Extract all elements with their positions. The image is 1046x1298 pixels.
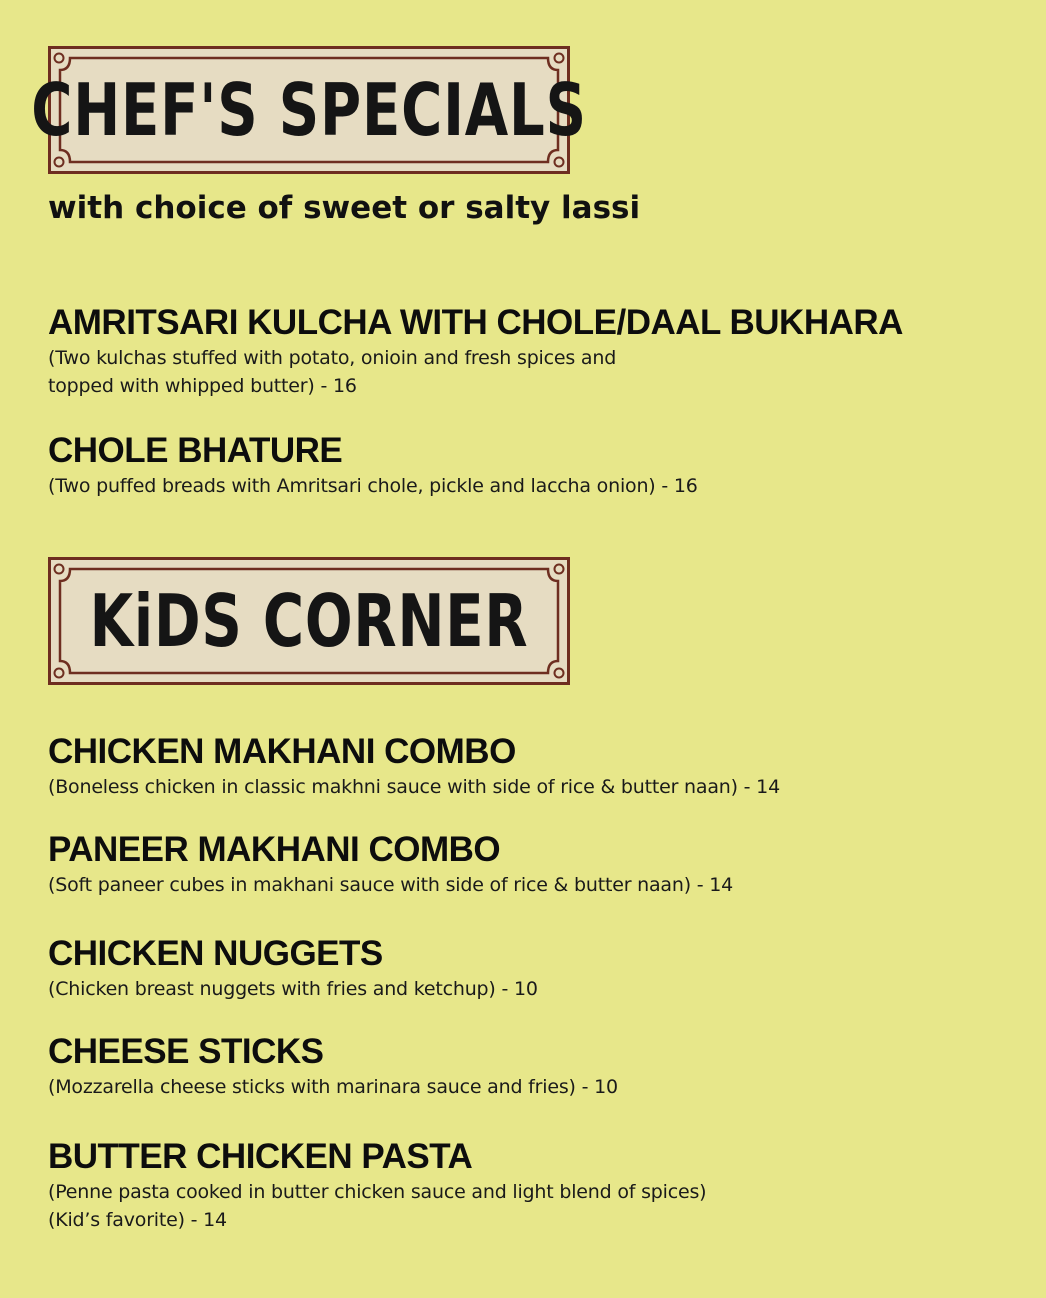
item-name: PANEER MAKHANI COMBO [48,830,501,869]
item-name: CHICKEN NUGGETS [48,934,383,973]
item-name: CHOLE BHATURE [48,431,343,470]
menu-item [48,831,733,899]
item-description-line: (Soft paneer cubes in makhani sauce with side of rice & butter naan) - 14 [48,874,734,896]
item-name: CHICKEN MAKHANI COMBO [48,732,516,771]
item-description-line: (Two puffed breads with Amritsari chole, pickle and laccha onion) - 16 [48,475,698,497]
item-name: CHEESE STICKS [48,1032,324,1071]
item-description-line: (Chicken breast nuggets with fries and ketchup) - 10 [48,978,538,1000]
menu-item [48,1138,706,1234]
menu-item [48,304,903,400]
item-description [48,344,903,400]
item-description [48,1178,706,1234]
item-name: AMRITSARI KULCHA WITH CHOLE/DAAL BUKHARA [48,303,903,342]
item-description-line: (Boneless chicken in classic makhni sauce with side of rice & butter naan) - 14 [48,776,780,798]
menu-item [48,432,698,500]
item-name: BUTTER CHICKEN PASTA [48,1137,473,1176]
menu-item [48,1033,618,1101]
menu-item [48,935,538,1003]
menu-item [48,733,780,801]
item-description [48,975,538,1003]
item-description-line: (Kid’s favorite) - 14 [48,1209,227,1231]
item-description [48,773,780,801]
item-description [48,1073,618,1101]
item-description-line: (Two kulchas stuffed with potato, onioin and fresh spices and [48,347,617,369]
kids-corner-title: KiDS CORNER [89,579,529,663]
kids-corner-sign [48,557,570,685]
item-description-line: topped with whipped butter) - 16 [48,375,357,397]
item-description [48,472,698,500]
chefs-specials-subtitle: with choice of sweet or salty lassi [48,190,641,226]
item-description-line: (Mozzarella cheese sticks with marinara sauce and fries) - 10 [48,1076,618,1098]
item-description [48,871,733,899]
chefs-specials-title: CHEF'S SPECIALS [31,68,587,152]
chefs-specials-sign [31,46,587,174]
item-description-line: (Penne pasta cooked in butter chicken sauce and light blend of spices) [48,1181,707,1203]
